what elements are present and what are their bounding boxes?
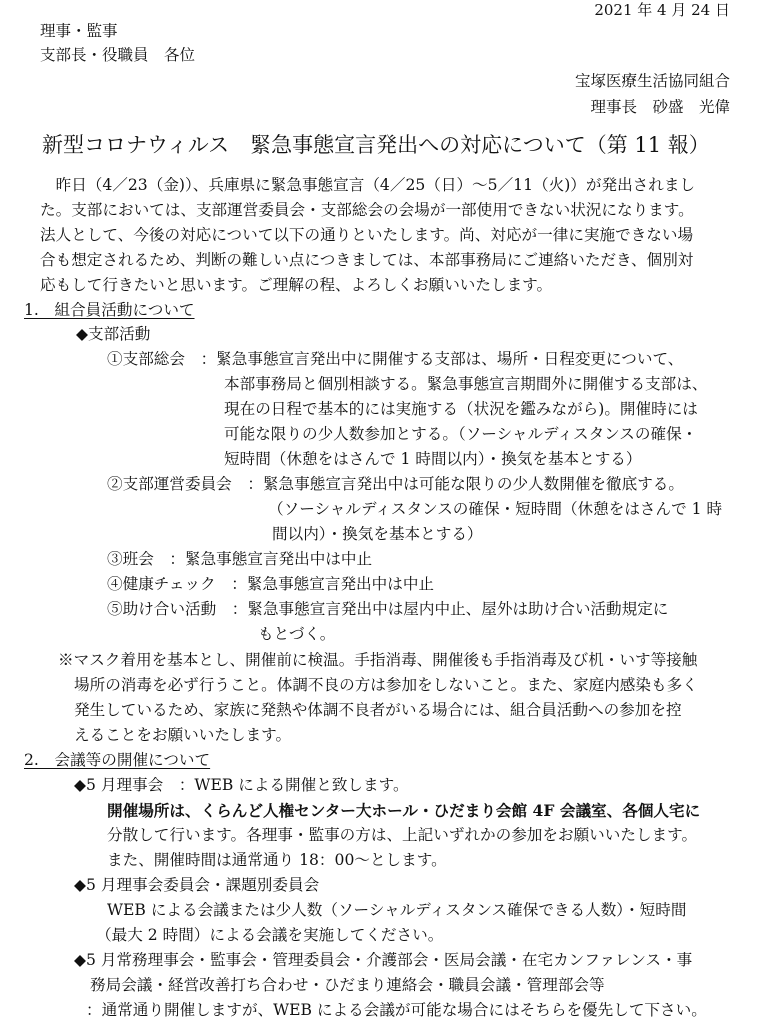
list-item: 可能な限りの少人数参加とする。（ソーシャルディスタンスの確保・ — [224, 425, 698, 443]
list-item: ◆5 月理事会委員会・課題別委員会 — [74, 876, 320, 894]
list-item: 短時間（休憩をはさんで 1 時間以内）・換気を基本とする） — [224, 450, 642, 468]
intro-line: 昨日（4／23（金)）、兵庫県に緊急事態宣言（4／25（日）〜5／11（火)）が発出されまし — [40, 176, 696, 194]
document-title: 新型コロナウィルス 緊急事態宣言発出への対応について（第 11 報） — [42, 133, 710, 157]
section-2-heading: 2. 会議等の開催について — [24, 751, 211, 769]
list-item: ③班会 ：緊急事態宣言発出中は中止 — [107, 550, 373, 568]
organization-name: 宝塚医療生活協同組合 — [574, 72, 730, 90]
recipients-line-1: 理事・監事 — [40, 22, 118, 40]
list-item: ◆5 月常務理事会・監事会・管理委員会・介護部会・医局会議・在宅カンファレンス・事 — [74, 951, 693, 969]
note-line: えることをお願いいたします。 — [74, 726, 292, 744]
list-item: 分散して行います。各理事・監事の方は、上記いずれかの参加をお願いいたします。 — [107, 826, 698, 844]
list-item: 間以内）・換気を基本とする） — [272, 525, 483, 543]
recipients-line-2: 支部長・役職員 各位 — [40, 46, 196, 64]
list-item: ◆5 月理事会 ：WEB による開催と致します。 — [74, 776, 409, 794]
note-line: 発生しているため、家族に発熱や体調不良者がいる場合には、組合員活動への参加を控 — [74, 701, 682, 719]
intro-line: 応もして行きたいと思います。ご理解の程、よろしくお願いいたします。 — [40, 276, 553, 294]
list-item: ②支部運営委員会 ：緊急事態宣言発出中は可能な限りの少人数開催を徹底する。 — [107, 475, 684, 493]
list-item: （最大 2 時間）による会議を実施してください。 — [96, 926, 444, 944]
section-1-heading: 1. 組合員活動について — [24, 301, 195, 319]
intro-line: 法人として、今後の対応について以下の通りといたします。尚、対応が一律に実施できない場 — [40, 226, 694, 244]
intro-line: た。支部においては、支部運営委員会・支部総会の会場が一部使用できない状況になります。 — [40, 201, 694, 219]
list-item: （ソーシャルディスタンスの確保・短時間（休憩をはさんで 1 時 — [268, 500, 723, 518]
note-line: 場所の消毒を必ず行うこと。体調不良の方は参加をしないこと。また、家庭内感染も多く — [74, 676, 698, 694]
list-item: 現在の日程で基本的には実施する（状況を鑑みながら)。開催時には — [224, 400, 698, 418]
list-item: 開催場所は、くらんど人権センター大ホール・ひだまり会館 4F 会議室、各個人宅に — [107, 801, 701, 820]
list-item: もとづく。 — [258, 625, 336, 643]
list-item: また、開催時間は通常通り 18：00〜とします。 — [107, 851, 447, 869]
list-item: 本部事務局と個別相談する。緊急事態宣言期間外に開催する支部は、 — [224, 375, 708, 393]
date: 2021 年 4 月 24 日 — [594, 1, 730, 19]
signatory: 理事長 砂盛 光偉 — [590, 98, 730, 116]
intro-line: 合も想定されるため、判断の難しい点につきましては、本部事務局にご連絡いただき、個別対 — [40, 251, 694, 269]
list-item: WEB による会議または少人数（ソーシャルディスタンス確保できる人数）・短時間 — [107, 901, 687, 919]
list-item: ⑤助け合い活動 ：緊急事態宣言発出中は屋内中止、屋外は助け合い活動規定に — [107, 600, 669, 618]
section-1-subheading: ◆支部活動 — [76, 325, 151, 343]
list-item: ：通常通り開催しますが、WEB による会議が可能な場合にはそちらを優先して下さい。 — [86, 1001, 707, 1019]
list-item: ①支部総会 ：緊急事態宣言発出中に開催する支部は、場所・日程変更について、 — [107, 350, 684, 368]
list-item: ④健康チェック ：緊急事態宣言発出中は中止 — [107, 575, 435, 593]
note-line: ※マスク着用を基本とし、開催前に検温。手指消毒、開催後も手指消毒及び机・いす等接触 — [58, 651, 698, 669]
list-item: 務局会議・経営改善打ち合わせ・ひだまり連絡会・職員会議・管理部会等 — [90, 976, 605, 994]
